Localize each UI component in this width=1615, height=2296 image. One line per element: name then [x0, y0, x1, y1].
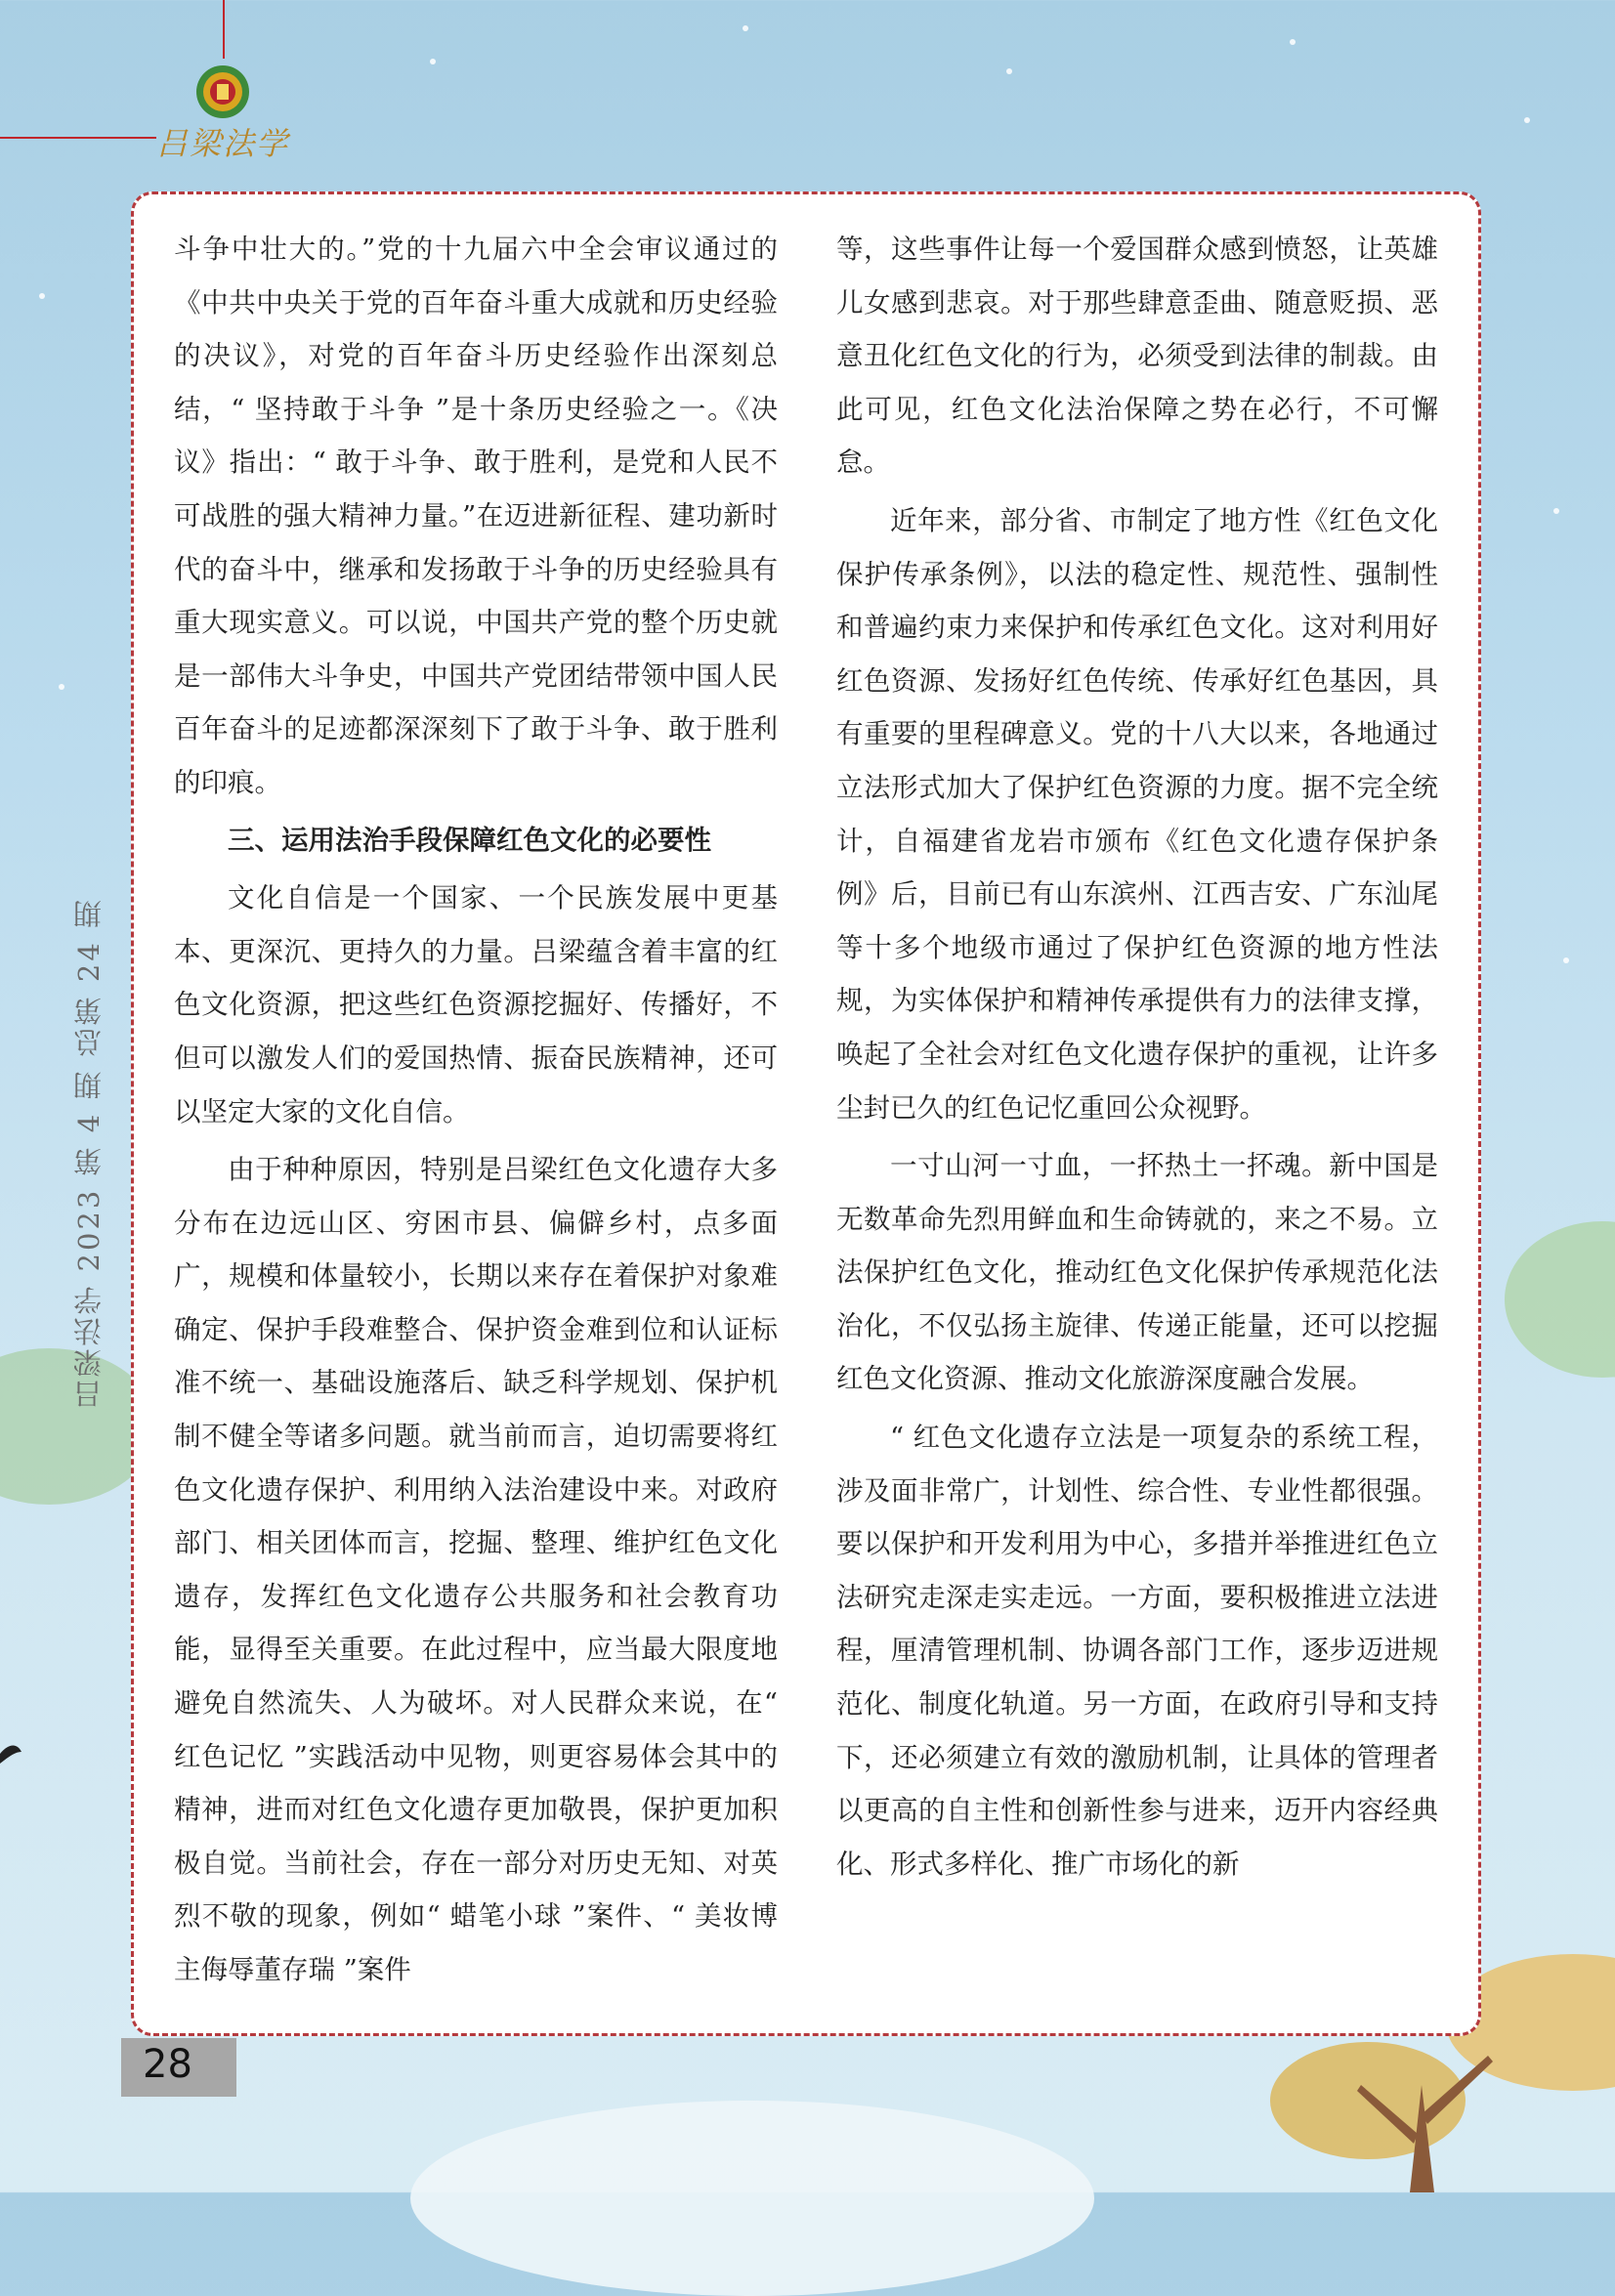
journal-emblem-icon	[195, 64, 250, 119]
header-rule-vertical	[223, 0, 225, 59]
issue-running-label: 吕梁法学 2023 第 4 期 总第 24 期	[72, 897, 106, 1409]
left-text-column	[174, 223, 778, 1997]
paragraph: 一寸山河一寸血，一抔热土一抔魂。新中国是无数革命先烈用鲜血和生命铸就的，来之不易。立法保护红色文化，推动红色文化保护传承规范化法治化，不仅弘扬主旋律、传递正能量，还可以挖掘红色文化资源、推动文化旅游深度融合发展。	[836, 1150, 1438, 1395]
star-decoration	[430, 59, 436, 64]
paragraph: 由于种种原因，特别是吕梁红色文化遗存大多分布在边远山区、穷困市县、偏僻乡村，点多面广，规模和体量较小，长期以来存在着保护对象难确定、保护手段难整合、保护资金难到位和认证标准不统一、基础设施落后、缺乏科学规划、保护机制不健全等诸多问题。就当前而言，迫切需要将红色文化遗存保护、利用纳入法治建设中来。对政府部门、相关团体而言，挖掘、整理、维护红色文化遗存，发挥红色文化遗存公共服务和社会教育功能，显得至关重要。在此过程中，应当最大限度地避免自然流失、人为破坏。对人民群众来说，在“ 红色记忆 ”实践活动中见物，则更容易体会其中的精神，进而对红色文化遗存更加敬畏，保护更加积极自觉。当前社会，存在一部分对历史无知、对英烈不敬的现象，例如“ 蜡笔小球 ”案件、“ 美妆博主侮辱董存瑞 ”案件	[174, 1154, 778, 1985]
star-decoration	[1006, 68, 1012, 74]
paragraph: 等，这些事件让每一个爱国群众感到愤怒，让英雄儿女感到悲哀。对于那些肆意歪曲、随意贬损、恶意丑化红色文化的行为，必须受到法律的制裁。由此可见，红色文化法治保障之势在必行，不可懈怠。	[836, 234, 1438, 479]
star-decoration	[1563, 957, 1569, 963]
paragraph: “ 红色文化遗存立法是一项复杂的系统工程，涉及面非常广，计划性、综合性、专业性都很强。要以保护和开发利用为中心，多措并举推进红色立法研究走深走实走远。一方面，要积极推进立法进程，厘清管理机制、协调各部门工作，逐步迈进规范化、制度化轨道。另一方面，在政府引导和支持下，还必须建立有效的激励机制，让具体的管理者以更高的自主性和创新性参与进来，迈开内容经典化、形式多样化、推广市场化的新	[836, 1422, 1438, 1880]
bird-silhouette-icon	[0, 1734, 21, 1773]
star-decoration	[59, 684, 64, 690]
paragraph: 近年来，部分省、市制定了地方性《红色文化保护传承条例》，以法的稳定性、规范性、强制性和普遍约束力来保护和传承红色文化。这对利用好红色资源、发扬好红色传统、传承好红色基因，具有重要的里程碑意义。党的十八大以来，各地通过立法形式加大了保护红色资源的力度。据不完全统计，自福建省龙岩市颁布《红色文化遗存保护条例》后，目前已有山东滨州、江西吉安、广东汕尾等十多个地级市通过了保护红色资源的地方性法规，为实体保护和精神传承提供有力的法律支撑，唤起了全社会对红色文化遗存保护的重视，让许多尘封已久的红色记忆重回公众视野。	[836, 504, 1438, 1124]
paragraph: 文化自信是一个国家、一个民族发展中更基本、更深沉、更持久的力量。吕梁蕴含着丰富的红色文化资源，把这些红色资源挖掘好、传播好，不但可以激发人们的爱国热情、振奋民族精神，还可以坚定大家的文化自信。	[174, 882, 778, 1127]
star-decoration	[1553, 508, 1559, 514]
right-text-column	[836, 223, 1438, 1891]
section-heading: 三、运用法治手段保障红色文化的必要性	[228, 824, 711, 856]
paragraph: 斗争中壮大的。”党的十九届六中全会审议通过的《中共中央关于党的百年奋斗重大成就和历史经验的决议》，对党的百年奋斗历史经验作出深刻总结，“ 坚持敢于斗争 ”是十条历史经验之一。《决议》指出：“ 敢于斗争、敢于胜利，是党和人民不可战胜的强大精神力量。”在迈进新征程、建功新时代的奋斗中，继承和发扬敢于斗争的历史经验具有重大现实意义。可以说，中国共产党的整个历史就是一部伟大斗争史，中国共产党团结带领中国人民百年奋斗的足迹都深深刻下了敢于斗争、敢于胜利的印痕。	[174, 234, 778, 798]
star-decoration	[743, 25, 748, 31]
journal-logo-text: 吕梁法学	[156, 125, 290, 162]
cloud-decoration	[410, 2101, 1094, 2296]
star-decoration	[1290, 39, 1296, 45]
page-number: 28	[143, 2042, 192, 2087]
header-rule-horizontal	[0, 137, 156, 139]
star-decoration	[1524, 117, 1530, 123]
star-decoration	[39, 293, 45, 299]
bush-decoration	[1505, 1221, 1615, 1378]
